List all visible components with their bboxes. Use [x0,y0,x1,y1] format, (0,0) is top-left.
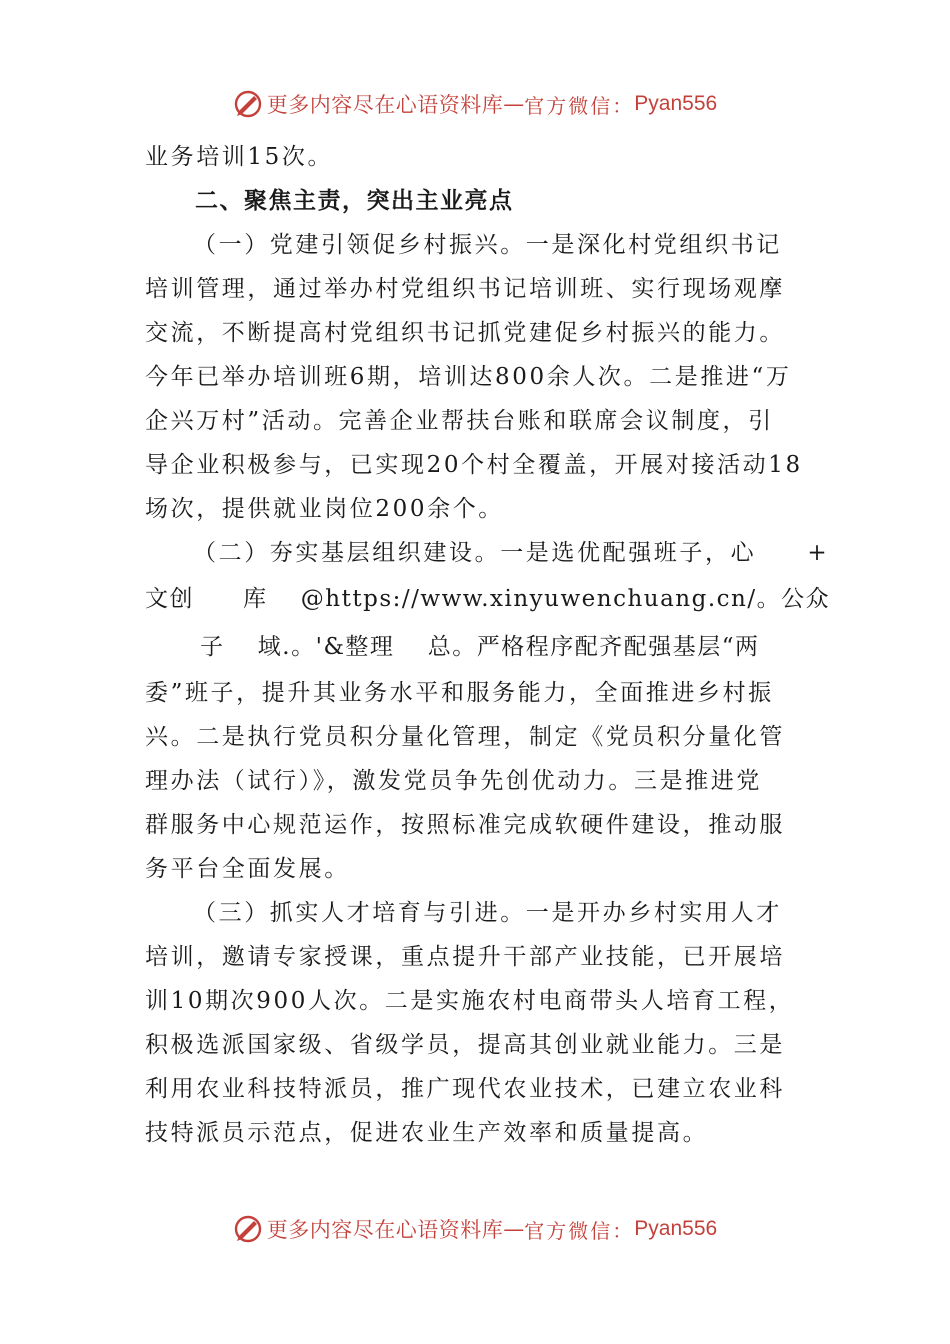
body-line: 业务培训15次。 [145,144,334,170]
body-line: 务平台全面发展。 [145,856,350,882]
body-line: 积极选派国家级、省级学员，提高其创业就业能力。三是 [145,1032,785,1058]
body-line: 群服务中心规范运作，按照标准完成软硬件建设，推动服 [145,812,785,838]
watermark-dash: — [503,1217,525,1241]
body-line-noisy: 文创 库 @https://www.xinyuwenchuang.cn/。公众 [145,586,831,612]
watermark-wechat-id: Pyan556 [634,92,718,115]
body-line: 场次，提供就业岗位200余个。 [145,496,504,522]
body-line: 训10期次900人次。二是实施农村电商带头人培育工程， [145,988,795,1014]
body-line: 培训管理，通过举办村党组织书记培训班、实行现场观摩 [145,276,785,302]
header-watermark [0,84,950,124]
paragraph-start: （一）党建引领促乡村振兴。一是深化村党组织书记 [193,232,782,258]
watermark-wechat-id: Pyan556 [634,1217,718,1240]
body-line-noisy: 子 域.。'&整理 总。严格程序配齐配强基层“两 [200,634,760,660]
body-line: 企兴万村”活动。完善企业帮扶台账和联席会议制度，引 [145,408,774,434]
body-line: 委”班子，提升其业务水平和服务能力，全面推进乡村振 [145,680,774,706]
body-line: 今年已举办培训班6期，培训达800余人次。二是推进“万 [145,364,792,390]
watermark-brand: 更多内容尽在心语资料库 [266,93,504,117]
body-line: 交流，不断提高村党组织书记抓党建促乡村振兴的能力。 [145,320,785,346]
section-heading: 二、聚焦主责，突出主业亮点 [195,188,514,214]
body-line: 导企业积极参与，已实现20个村全覆盖，开展对接活动18 [145,452,803,478]
watermark-dash: — [503,92,525,116]
document-body [145,135,831,1155]
watermark-label: 官方微信： [524,93,635,118]
body-line: 兴。二是执行党员积分量化管理，制定《党员积分量化管 [145,724,785,750]
watermark-label: 官方微信： [524,1218,635,1243]
pen-logo-icon [233,1214,263,1244]
paragraph-start: （二）夯实基层组织建设。一是选优配强班子，心 + [193,540,830,566]
paragraph-start: （三）抓实人才培育与引进。一是开办乡村实用人才 [193,900,782,926]
body-line: 培训，邀请专家授课，重点提升干部产业技能，已开展培 [145,944,785,970]
body-line: 理办法（试行）》，激发党员争先创优动力。三是推进党 [145,768,762,794]
body-line: 技特派员示范点，促进农业生产效率和质量提高。 [145,1120,709,1146]
watermark-brand: 更多内容尽在心语资料库 [266,1218,504,1242]
body-line: 利用农业科技特派员，推广现代农业技术，已建立农业科 [145,1076,785,1102]
pen-logo-icon [233,89,263,119]
footer-watermark [0,1209,950,1249]
